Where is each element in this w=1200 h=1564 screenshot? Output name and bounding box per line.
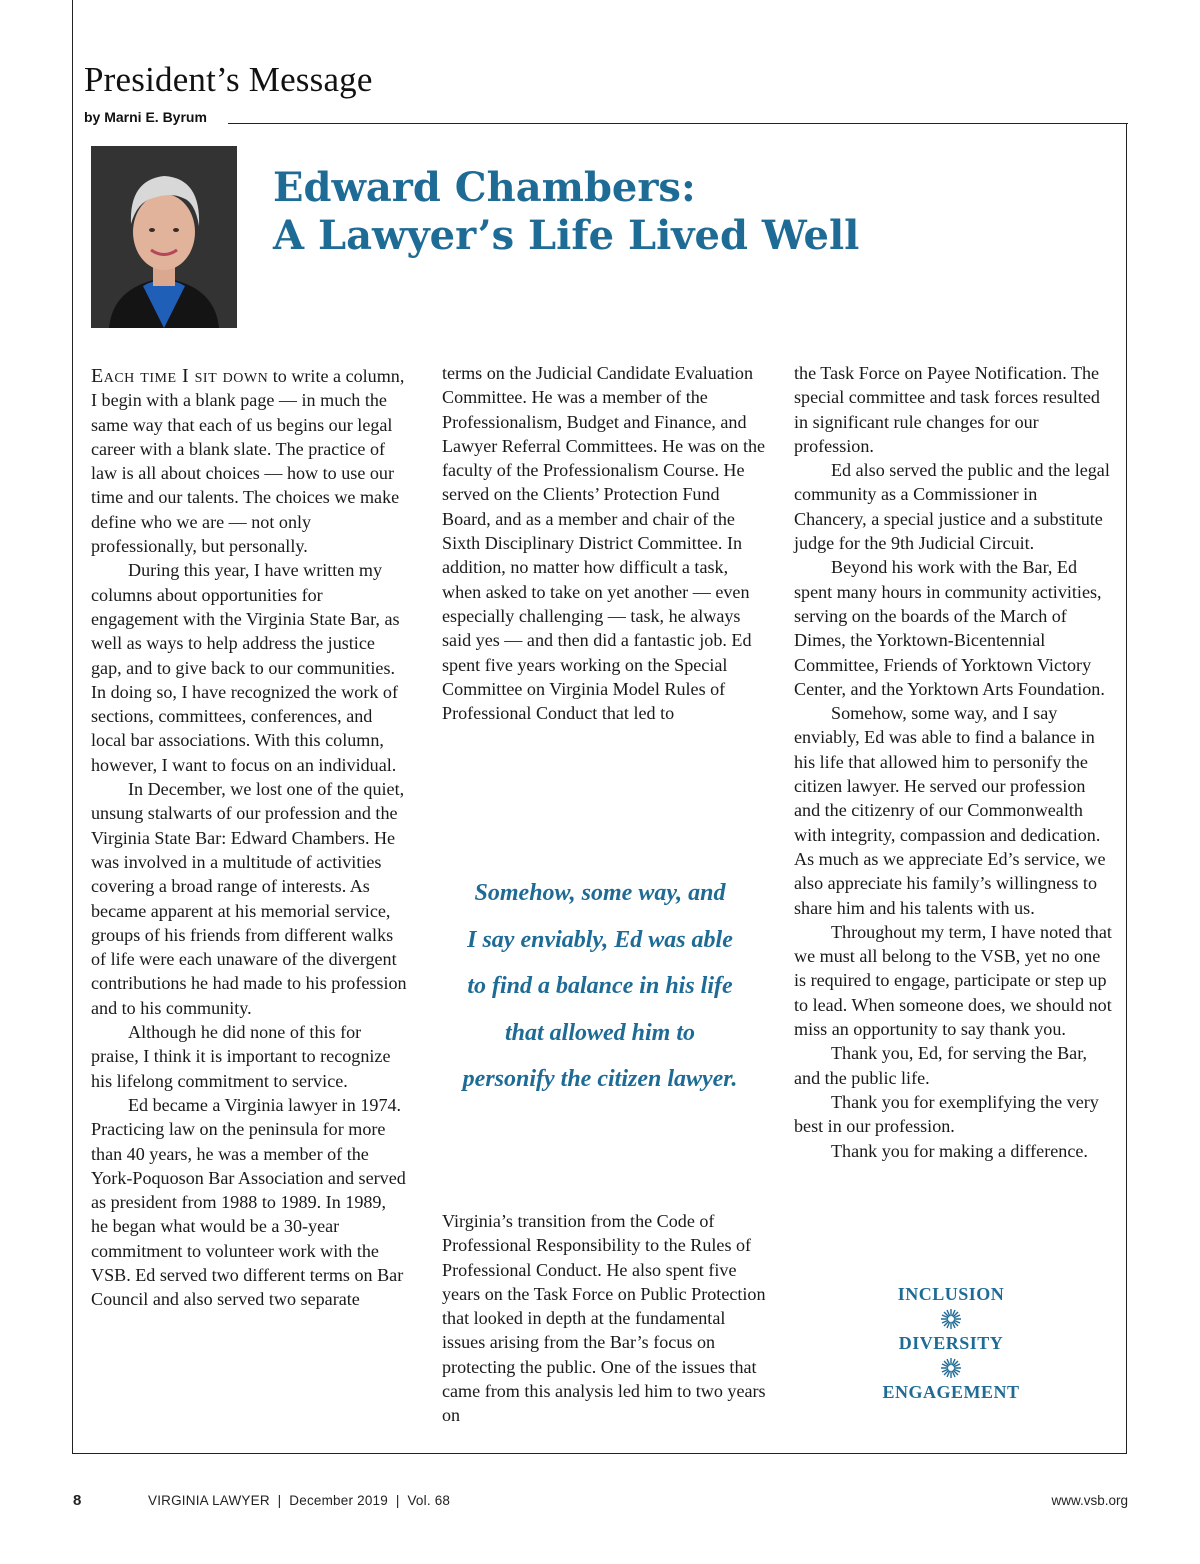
paragraph: Ed became a Virginia lawyer in 1974. Practicing law on the peninsula for more than 40 years, he was a member of the York-Poquoson Bar Association and served as president from 1988 to 1989. In 1989, he began what would be a 30-year commitment to volunteer work with the VSB. Ed served two different terms on Bar Council and also served two separate <box>91 1094 406 1310</box>
starburst-icon <box>870 1307 1032 1331</box>
starburst-icon <box>870 1356 1032 1380</box>
tagline-diversity: DIVERSITY <box>898 1333 1004 1353</box>
section-title: President’s Message <box>84 60 373 99</box>
paragraph: Thank you for making a difference. <box>831 1140 1088 1161</box>
headline-line-1: Edward Chambers: <box>273 164 696 211</box>
paragraph: the Task Force on Payee Notification. The special committee and task forces resulted in significant rule changes for our profession. <box>794 363 1100 456</box>
paragraph: Each time I sit down to write a column, I begin with a blank page — in much the same way that each of us begins our legal career with a blank slate. The practice of law is all about choices — how to use our time and our talents. The choices we make define who we are — not only professionally, but personally. <box>91 365 405 557</box>
lead-in: Each time I sit down <box>91 365 269 387</box>
article-headline <box>273 164 859 260</box>
paragraph: Thank you, Ed, for serving the Bar, and the public life. <box>794 1043 1088 1088</box>
publication-info: VIRGINIA LAWYER | December 2019 | Vol. 68 <box>148 1493 451 1508</box>
column-3 <box>794 361 1112 1163</box>
paragraph: Ed also served the public and the legal community as a Commissioner in Chancery, a special justice and a substitute judge for the 9th Judicial Circuit. <box>794 460 1110 554</box>
tagline-inclusion: INCLUSION <box>897 1284 1005 1304</box>
paragraph: Thank you for exemplifying the very best in our profession. <box>794 1091 1099 1137</box>
frame-left-rule <box>72 0 73 124</box>
column-2-top <box>442 361 767 725</box>
website-link[interactable]: www.vsb.org <box>1051 1493 1128 1508</box>
paragraph: Although he did none of this for praise, I think it is important to recognize his lifelong commitment to service. <box>91 1022 391 1091</box>
paragraph: Throughout my term, I have noted that we must all belong to the VSB, yet no one is required to engage, participate or step up to lead. When someone does, we should not miss an opportunity to say thank you. <box>794 921 1112 1040</box>
author-photo <box>91 146 237 328</box>
tagline-engagement: ENGAGEMENT <box>882 1382 1020 1402</box>
column-2-bottom <box>442 1209 767 1428</box>
paragraph: In December, we lost one of the quiet, unsung stalwarts of our profession and the Virginia State Bar: Edward Chambers. He was involved in a multitude of activities covering a broad range of interests. As became apparent at his memorial service, groups of his friends from different walks of life were each unaware of the divergent contributions he had made to his profession and to his community. <box>91 779 407 1018</box>
page-number: 8 <box>73 1492 82 1509</box>
paragraph: Somehow, some way, and I say enviably, Ed was able to find a balance in his life that allowed him to personify the citizen lawyer. He served our profession and the citizenry of our Commonwealth with integrity, compassion and dedication. As much as we appreciate Ed’s service, we also appreciate his family’s willingness to share him and his talents with us. <box>794 703 1106 918</box>
byline: by Marni E. Byrum <box>84 109 207 125</box>
pull-quote: Somehow, some way, and I say enviably, Ed was able to find a balance in his life that allowed him to personify the citizen lawyer. <box>462 880 738 1092</box>
column-1 <box>91 364 407 1312</box>
paragraph: During this year, I have written my columns about opportunities for engagement with the Virginia State Bar, as well as ways to help address the justice gap, and to give back to our communities. In doing so, I have recognized the work of sections, committees, conferences, and local bar associations. With this column, however, I want to focus on an individual. <box>91 560 400 775</box>
vsb-tagline <box>870 1282 1032 1405</box>
headline-line-2: A Lawyer’s Life Lived Well <box>273 212 860 259</box>
paragraph: terms on the Judicial Candidate Evaluation Committee. He was a member of the Professionalism, Budget and Finance, and Lawyer Referral Committees. He was on the faculty of the Professionalism Course. He served on the Clients’ Protection Fund Board, and as a member and chair of the Sixth Disciplinary District Committee. In addition, no matter how difficult a task, when asked to take on yet another — even especially challenging — task, he always said yes — and then did a fantastic job. Ed spent five years working on the Special Committee on Virginia Model Rules of Professional Conduct that led to <box>442 363 766 724</box>
paragraph: Beyond his work with the Bar, Ed spent many hours in community activities, serving on the boards of the March of Dimes, the Yorktown-Bicentennial Committee, Friends of Yorktown Victory Center, and the Yorktown Arts Foundation. <box>794 557 1105 699</box>
paragraph: Virginia’s transition from the Code of Professional Responsibility to the Rules of Professional Conduct. He also spent five years on the Task Force on Public Protection that looked in depth at the fundamental issues arising from the Bar’s focus on protecting the public. One of the issues that came from this analysis led him to two years on <box>442 1211 766 1426</box>
